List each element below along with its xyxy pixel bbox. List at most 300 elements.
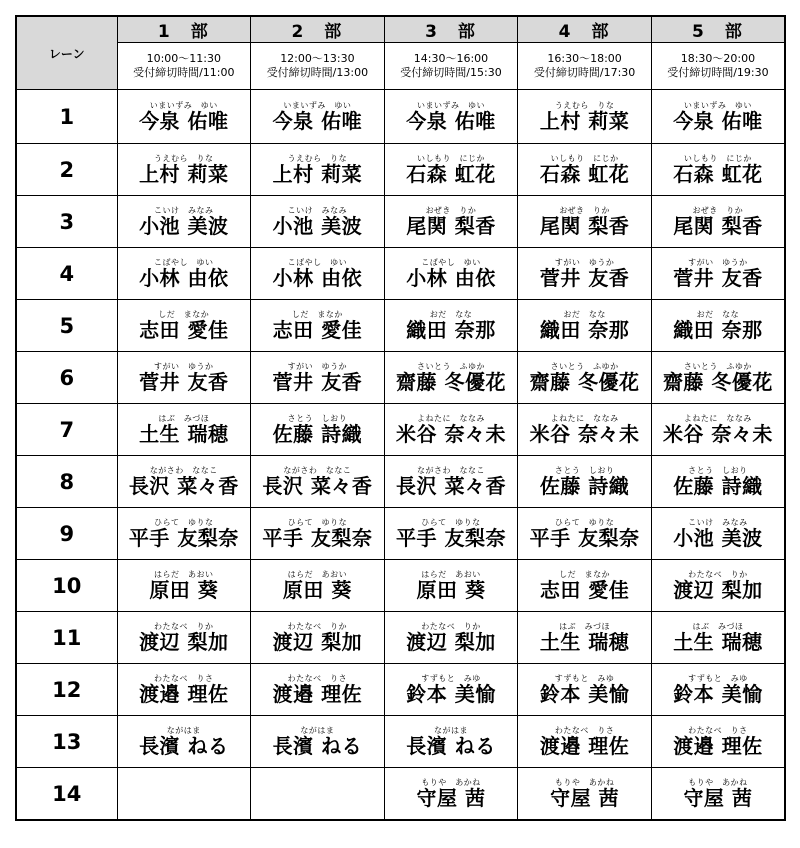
member-cell: [384, 144, 518, 196]
member-name: 佐藤 詩織: [272, 422, 363, 446]
member-name: 土生 瑞穂: [139, 422, 229, 446]
member-name: 渡邉 理佐: [272, 682, 363, 706]
member-name: 小池 美波: [272, 214, 363, 238]
lane-row: [16, 560, 785, 612]
part-deadline: 受付締切時間/11:00: [133, 66, 235, 79]
lane-number: 13: [16, 716, 117, 768]
member-name: 今泉 佑唯: [673, 109, 763, 133]
member-name: 原田 葵: [416, 578, 486, 602]
member-furigana: すずもと みゆ: [688, 674, 748, 683]
member-name-block: [540, 206, 629, 237]
member-name: 渡辺 梨加: [406, 630, 496, 654]
member-name: 守屋 茜: [683, 786, 753, 810]
member-furigana: すずもと みゆ: [554, 674, 615, 683]
member-name-block: [673, 518, 762, 549]
member-furigana: わたなべ りか: [688, 570, 748, 579]
member-cell: [518, 664, 652, 716]
member-cell: [518, 508, 652, 560]
member-name: 齋藤 冬優花: [662, 370, 773, 394]
part-time-range: 16:30〜18:00: [547, 52, 622, 65]
member-cell: [651, 508, 785, 560]
member-cell: [518, 90, 652, 144]
member-cell: [251, 456, 385, 508]
member-cell: [384, 456, 518, 508]
member-name-block: [663, 362, 773, 393]
member-name: 渡辺 梨加: [139, 630, 229, 654]
member-furigana: こばやし ゆい: [421, 258, 481, 267]
lane-number: 1: [16, 90, 117, 144]
member-furigana: しだ まなか: [291, 310, 343, 319]
member-cell: [251, 716, 385, 768]
member-name: 渡邉 理佐: [539, 734, 630, 758]
member-name: 織田 奈那: [406, 318, 496, 342]
lane-row: [16, 456, 785, 508]
member-furigana: さとう しおり: [688, 466, 748, 475]
member-name-block: [139, 622, 228, 653]
member-name: 石森 虹花: [539, 162, 630, 186]
member-furigana: こばやし ゆい: [154, 258, 214, 267]
member-name-block: [406, 310, 495, 341]
member-name: 今泉 佑唯: [139, 109, 229, 133]
lane-row: [16, 716, 785, 768]
member-name: 佐藤 詩織: [673, 474, 763, 498]
member-name: 石森 虹花: [673, 162, 763, 186]
member-name: 鈴本 美愉: [539, 682, 630, 706]
member-cell: [651, 560, 785, 612]
member-name-block: [673, 258, 762, 289]
member-name: 米谷 奈々未: [396, 422, 506, 446]
member-name-block: [673, 622, 762, 653]
member-name-block: [139, 310, 228, 341]
member-cell: [384, 248, 518, 300]
member-cell: [518, 716, 652, 768]
member-name-block: [673, 310, 762, 341]
member-name-block: [673, 101, 762, 132]
member-name-block: [273, 101, 362, 132]
member-name-block: [262, 518, 372, 549]
member-name: 上村 莉菜: [272, 162, 363, 186]
member-name: 長濱 ねる: [406, 734, 496, 758]
lane-number: 8: [16, 456, 117, 508]
member-cell: [651, 90, 785, 144]
member-name-block: [683, 778, 752, 809]
member-cell: [518, 404, 652, 456]
member-furigana: ながはま: [300, 726, 335, 735]
member-name-block: [406, 206, 495, 237]
member-name: 齋藤 冬優花: [396, 370, 506, 394]
member-cell: [384, 508, 518, 560]
member-cell: [117, 508, 251, 560]
member-name: 平手 友梨奈: [262, 526, 373, 550]
member-name: 平手 友梨奈: [529, 526, 640, 550]
member-furigana: すがい ゆうか: [554, 258, 615, 267]
member-cell: [518, 300, 652, 352]
member-furigana: ひらて ゆりな: [287, 518, 348, 527]
member-name-block: [262, 466, 372, 497]
member-name-block: [540, 101, 629, 132]
member-cell: [384, 196, 518, 248]
part-1-time: [117, 43, 251, 90]
member-cell: [651, 248, 785, 300]
member-furigana: ながさわ ななこ: [149, 466, 218, 475]
lane-row: [16, 196, 785, 248]
member-name-block: [540, 674, 629, 705]
member-name: 原田 葵: [149, 578, 219, 602]
lane-number: 3: [16, 196, 117, 248]
member-name: 渡邉 理佐: [673, 734, 763, 758]
member-cell: [651, 664, 785, 716]
member-name: 菅井 友香: [673, 266, 763, 290]
member-name-block: [273, 206, 362, 237]
lane-number: 5: [16, 300, 117, 352]
member-furigana: はぶ みづほ: [158, 414, 210, 423]
member-name-block: [540, 154, 629, 185]
member-furigana: いしもり にじか: [683, 154, 752, 163]
schedule-header: [16, 16, 785, 90]
member-name-block: [273, 726, 362, 757]
empty-cell: [251, 768, 385, 821]
member-name-block: [129, 518, 239, 549]
member-name-block: [673, 674, 762, 705]
member-cell: [518, 196, 652, 248]
member-name: 尾関 梨香: [406, 214, 496, 238]
member-furigana: こいけ みなみ: [688, 518, 748, 527]
member-cell: [651, 612, 785, 664]
member-furigana: いまいずみ ゆい: [283, 101, 352, 110]
member-name-block: [406, 258, 495, 289]
member-name: 原田 葵: [282, 578, 352, 602]
member-name: 上村 莉菜: [539, 109, 630, 133]
member-name: 今泉 佑唯: [272, 109, 363, 133]
member-cell: [251, 404, 385, 456]
member-name-block: [129, 466, 239, 497]
lane-row: [16, 352, 785, 404]
member-name: 土生 瑞穂: [673, 630, 763, 654]
member-name: 織田 奈那: [673, 318, 763, 342]
member-furigana: ひらて ゆりな: [554, 518, 615, 527]
member-name: 志田 愛佳: [272, 318, 363, 342]
member-name-block: [149, 570, 218, 601]
member-cell: [384, 612, 518, 664]
member-name-block: [540, 622, 629, 653]
member-name-block: [530, 518, 640, 549]
part-deadline: 受付締切時間/15:30: [400, 66, 502, 79]
member-name-block: [139, 362, 228, 393]
member-furigana: ながさわ ななこ: [416, 466, 485, 475]
member-name: 織田 奈那: [539, 318, 630, 342]
member-name-block: [139, 414, 228, 445]
member-furigana: わたなべ りさ: [554, 726, 615, 735]
member-name-block: [406, 622, 495, 653]
member-furigana: こいけ みなみ: [287, 206, 348, 215]
member-cell: [251, 612, 385, 664]
member-cell: [251, 352, 385, 404]
member-furigana: おだ なな: [429, 310, 473, 319]
member-furigana: ひらて ゆりな: [421, 518, 481, 527]
lane-row: [16, 664, 785, 716]
member-name: 長沢 菜々香: [128, 474, 239, 498]
member-cell: [117, 196, 251, 248]
member-name-block: [396, 466, 506, 497]
member-name: 土生 瑞穂: [539, 630, 630, 654]
member-name-block: [673, 206, 762, 237]
member-furigana: もりや あかね: [688, 778, 748, 787]
member-cell: [384, 352, 518, 404]
member-name-block: [396, 414, 506, 445]
member-cell: [251, 560, 385, 612]
member-name: 菅井 友香: [539, 266, 630, 290]
member-furigana: しだ まなか: [559, 570, 611, 579]
member-furigana: はらだ あおい: [421, 570, 481, 579]
member-cell: [518, 456, 652, 508]
member-name-block: [273, 154, 362, 185]
part-4-time: [518, 43, 652, 90]
member-cell: [651, 352, 785, 404]
member-name-block: [540, 258, 629, 289]
member-furigana: うえむら りな: [554, 101, 615, 110]
member-name: 尾関 梨香: [673, 214, 763, 238]
member-furigana: ながさわ ななこ: [283, 466, 352, 475]
member-name-block: [417, 778, 486, 809]
member-cell: [117, 248, 251, 300]
part-5-time: [651, 43, 785, 90]
member-name: 平手 友梨奈: [128, 526, 239, 550]
lane-row: [16, 300, 785, 352]
member-name: 上村 莉菜: [139, 162, 229, 186]
member-name: 長沢 菜々香: [396, 474, 506, 498]
member-name: 長濱 ねる: [139, 734, 229, 758]
part-title-row: [16, 16, 785, 43]
member-name-block: [283, 570, 352, 601]
member-name-block: [273, 258, 362, 289]
member-furigana: ながはま: [433, 726, 468, 735]
member-cell: [651, 300, 785, 352]
member-cell: [117, 664, 251, 716]
member-name-block: [139, 206, 228, 237]
member-name: 渡辺 梨加: [272, 630, 363, 654]
member-name: 小林 由依: [139, 266, 229, 290]
part-time-range: 12:00〜13:30: [280, 52, 355, 65]
member-name: 渡邉 理佐: [139, 682, 229, 706]
part-deadline: 受付締切時間/19:30: [667, 66, 769, 79]
member-name-block: [139, 674, 228, 705]
member-name-block: [540, 310, 629, 341]
member-name-block: [273, 414, 362, 445]
member-name: 小林 由依: [406, 266, 496, 290]
member-name: 米谷 奈々未: [529, 422, 640, 446]
member-furigana: わたなべ りさ: [688, 726, 748, 735]
member-name-block: [273, 310, 362, 341]
member-name-block: [139, 101, 228, 132]
lane-row: [16, 248, 785, 300]
member-cell: [117, 716, 251, 768]
member-cell: [518, 144, 652, 196]
part-1-title: 1 部: [117, 16, 251, 43]
member-furigana: いまいずみ ゆい: [149, 101, 218, 110]
part-2-title: 2 部: [251, 16, 385, 43]
member-cell: [384, 300, 518, 352]
member-cell: [251, 90, 385, 144]
member-name: 志田 愛佳: [539, 578, 630, 602]
member-furigana: もりや あかね: [554, 778, 615, 787]
member-cell: [251, 144, 385, 196]
schedule-body: [16, 90, 785, 821]
part-time-range: 10:00〜11:30: [146, 52, 221, 65]
member-furigana: おだ なな: [696, 310, 740, 319]
member-name-block: [396, 362, 506, 393]
empty-cell: [117, 768, 251, 821]
part-3-time: [384, 43, 518, 90]
member-cell: [384, 404, 518, 456]
member-name: 守屋 茜: [416, 786, 486, 810]
member-furigana: おぜき りか: [425, 206, 477, 215]
member-cell: [384, 90, 518, 144]
member-name: 小池 美波: [673, 526, 763, 550]
member-name-block: [540, 466, 629, 497]
part-4-title: 4 部: [518, 16, 652, 43]
member-name: 菅井 友香: [272, 370, 363, 394]
member-name-block: [406, 154, 495, 185]
member-name-block: [550, 778, 619, 809]
member-cell: [651, 404, 785, 456]
member-name: 平手 友梨奈: [396, 526, 506, 550]
lane-row: [16, 612, 785, 664]
part-3-title: 3 部: [384, 16, 518, 43]
lane-header: レーン: [16, 16, 117, 90]
part-2-time: [251, 43, 385, 90]
part-time-range: 18:30〜20:00: [680, 52, 756, 65]
member-cell: [518, 352, 652, 404]
member-cell: [117, 144, 251, 196]
member-name-block: [406, 101, 495, 132]
member-furigana: わたなべ りさ: [154, 674, 214, 683]
member-furigana: わたなべ りか: [287, 622, 348, 631]
member-name-block: [273, 362, 362, 393]
member-name: 尾関 梨香: [539, 214, 630, 238]
member-furigana: こいけ みなみ: [154, 206, 214, 215]
lane-number: 9: [16, 508, 117, 560]
member-cell: [251, 664, 385, 716]
member-furigana: いしもり にじか: [550, 154, 619, 163]
member-name-block: [273, 622, 362, 653]
member-furigana: さいとう ふゆか: [683, 362, 752, 371]
lane-row: [16, 768, 785, 821]
member-name-block: [139, 154, 228, 185]
lane-row: [16, 404, 785, 456]
lane-number: 6: [16, 352, 117, 404]
member-furigana: わたなべ りか: [421, 622, 481, 631]
member-furigana: こばやし ゆい: [287, 258, 348, 267]
member-name: 佐藤 詩織: [539, 474, 630, 498]
member-cell: [117, 300, 251, 352]
lane-number: 10: [16, 560, 117, 612]
member-name-block: [673, 154, 762, 185]
member-furigana: おぜき りか: [559, 206, 610, 215]
member-name: 石森 虹花: [406, 162, 496, 186]
member-furigana: ひらて ゆりな: [154, 518, 214, 527]
part-deadline: 受付締切時間/13:00: [266, 66, 369, 79]
member-furigana: すがい ゆうか: [287, 362, 348, 371]
member-name-block: [540, 570, 629, 601]
member-cell: [518, 560, 652, 612]
member-cell: [384, 560, 518, 612]
member-furigana: さいとう ふゆか: [550, 362, 619, 371]
member-cell: [518, 248, 652, 300]
member-furigana: よねたに ななみ: [683, 414, 752, 423]
member-furigana: もりや あかね: [421, 778, 481, 787]
member-furigana: わたなべ りか: [154, 622, 214, 631]
member-furigana: さとう しおり: [554, 466, 615, 475]
member-furigana: しだ まなか: [158, 310, 210, 319]
lane-number: 4: [16, 248, 117, 300]
member-cell: [518, 768, 652, 821]
member-name: 鈴本 美愉: [406, 682, 496, 706]
member-furigana: いしもり にじか: [416, 154, 485, 163]
member-name: 小池 美波: [139, 214, 229, 238]
member-cell: [651, 768, 785, 821]
member-cell: [651, 144, 785, 196]
member-cell: [251, 508, 385, 560]
member-name: 守屋 茜: [550, 786, 620, 810]
member-name-block: [139, 258, 228, 289]
member-cell: [384, 664, 518, 716]
member-name-block: [417, 570, 486, 601]
member-furigana: わたなべ りさ: [287, 674, 348, 683]
member-cell: [117, 352, 251, 404]
member-name-block: [396, 518, 506, 549]
lane-number: 14: [16, 768, 117, 821]
member-furigana: ながはま: [166, 726, 201, 735]
member-name: 志田 愛佳: [139, 318, 229, 342]
lane-row: [16, 508, 785, 560]
member-name: 小林 由依: [272, 266, 363, 290]
member-furigana: はらだ あおい: [154, 570, 214, 579]
member-furigana: はぶ みづほ: [559, 622, 610, 631]
member-name-block: [530, 362, 640, 393]
member-cell: [117, 612, 251, 664]
lane-row: [16, 90, 785, 144]
member-cell: [251, 196, 385, 248]
member-furigana: おだ なな: [563, 310, 606, 319]
member-name: 渡辺 梨加: [673, 578, 763, 602]
lane-number: 11: [16, 612, 117, 664]
member-cell: [251, 300, 385, 352]
member-cell: [117, 404, 251, 456]
member-furigana: はらだ あおい: [287, 570, 348, 579]
member-furigana: すがい ゆうか: [688, 258, 748, 267]
member-furigana: すずもと みゆ: [421, 674, 481, 683]
member-cell: [384, 768, 518, 821]
member-name-block: [406, 726, 495, 757]
member-cell: [384, 716, 518, 768]
member-name-block: [673, 570, 762, 601]
member-cell: [651, 196, 785, 248]
member-name-block: [663, 414, 773, 445]
member-name: 長濱 ねる: [272, 734, 363, 758]
member-name-block: [139, 726, 228, 757]
member-furigana: うえむら りな: [287, 154, 348, 163]
member-cell: [251, 248, 385, 300]
member-name: 齋藤 冬優花: [529, 370, 640, 394]
member-cell: [117, 456, 251, 508]
member-furigana: さいとう ふゆか: [416, 362, 485, 371]
member-furigana: よねたに ななみ: [416, 414, 485, 423]
member-furigana: おぜき りか: [692, 206, 744, 215]
member-furigana: うえむら りな: [154, 154, 214, 163]
member-cell: [651, 456, 785, 508]
member-name: 菅井 友香: [139, 370, 229, 394]
member-cell: [518, 612, 652, 664]
